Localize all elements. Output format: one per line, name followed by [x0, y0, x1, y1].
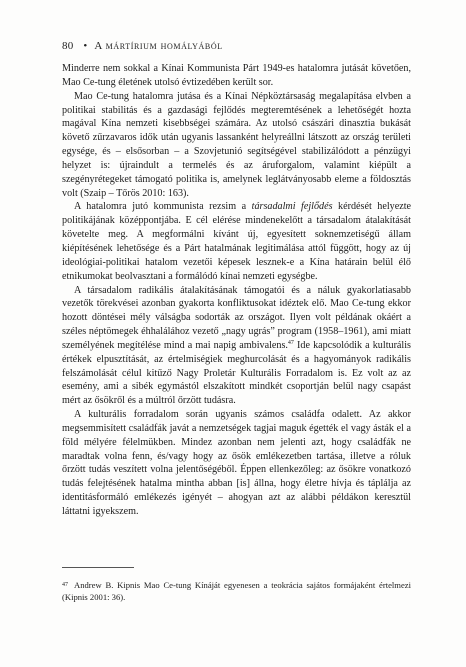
- paragraph-2: Mao Ce-tung hatalomra jutása és a Kínai Népköztársaság megalapítása elvben a politikai stabilitás és a gazdasági fejlődés megteremtésének a lehetőségét hozta magával Kína nemzeti kisebbségei számára. Az utolsó császári dinasztia bukását követő zűrzavaros idők után ugyanis lassanként helyreállni látszott az ország területi egysége, és – elsősorban – a Szovjetunió segítségével stabilizálódott a pénzügyi helyzet is: újraindult a termelés és az áruforgalom, valamint kiépült a szegényrétegeket támogató politika is, amelynek leglátványosabb eleme a földosztás volt (Szaip – Tőrös 2010: 163).: [62, 90, 411, 199]
- paragraph-3-text: A hatalomra jutó kommunista rezsim a: [74, 201, 252, 213]
- paragraph-4-text: A társadalom radikális átalakításának támogatói és a náluk gyakorlatiasabb vezetők törekvései azonban gyakorta konfliktusokat idéztek elő. Mao Ce-tung ekkor hozott döntései mély válságba sodorták az országot. Ilyen volt példának okáért a széles néptömegek éhhalálához vezető „nagy ugrás” program (1958–1961), ami miatt személyének megítélése mind a mai napig ambivalens.: [62, 284, 411, 351]
- footnote-reference[interactable]: 47: [287, 339, 294, 346]
- page-number: 80: [62, 40, 74, 52]
- footnote-divider: [62, 567, 134, 568]
- chapter-title: A mártírium homályából: [94, 40, 223, 52]
- footnote: [62, 579, 411, 603]
- running-header: [62, 40, 422, 52]
- paragraph-5: A kulturális forradalom során ugyanis számos családfa odalett. Az akkor megsemmisített családfák javát a nemzetségek tagjai maguk égették el vagy ásták el a föld mélyére félelmükben. Mindez azonban nem jelenti azt, hogy családfák ne maradtak volna fenn, és/vagy hogy az ősök emlékezetben tartása, illetve a róluk őrzött tudás veszített volna jelentőségéből. Éppen ellenkezőleg: az ősökre vonatkozó tudás felejtésének hatalma mintha abban [is] állna, hogy életre hívja és táplálja az identitásformáló emlékezés igényét – ahogyan azt az alábbi példákon keresztül láttatni igyekszem.: [62, 409, 411, 517]
- paragraph-4-continuation: Ide kapcsolódik a kulturális értékek elpusztítását, az értelmiségiek meghurcolását és a hagyományok radikális felszámolását célul kitűző Nagy Proletár Kulturális Forradalom is. Ez volt az az esemény, ami a sibék egymástól elszakított mindkét csoportján belül nagy csapást mért az ősökről és a múltról őrzött tudásra.: [62, 339, 411, 407]
- footnote-text: Andrew B. Kipnis Mao Ce-tung Kínáját egyenesen a teokrácia sajátos formájaként értelmezi (Kipnis 2001: 36).: [62, 580, 411, 602]
- paragraph-4: [62, 284, 411, 409]
- footnote-number: 47: [62, 582, 68, 588]
- paragraph-3: [62, 200, 411, 283]
- paragraph-1: Minderre nem sokkal a Kínai Kommunista Párt 1949-es hatalomra jutását követően, Mao Ce-tung életének utolsó évtizedében került sor.: [62, 63, 411, 88]
- header-separator: •: [83, 40, 88, 52]
- main-text: [62, 62, 411, 519]
- paragraph-3-text-continued: kérdését helyezte politikájának középpontjába. E cél elérése mindenekelőtt a társadalom átalakítását követelte meg. A megformálni kívánt új, egyesített soknemzetiségű állam kiépítésének lehetősége és a Párt hatalmának legitimálása attól függött, hogy az új ideológiai-politikai hatalom vezetői képesek lesznek-e a Kína határain belül élő etnikumokat beolvasztani a formálódó kínai nemzeti egységbe.: [62, 201, 412, 282]
- italic-term: társadalmi fejlődés: [251, 201, 333, 213]
